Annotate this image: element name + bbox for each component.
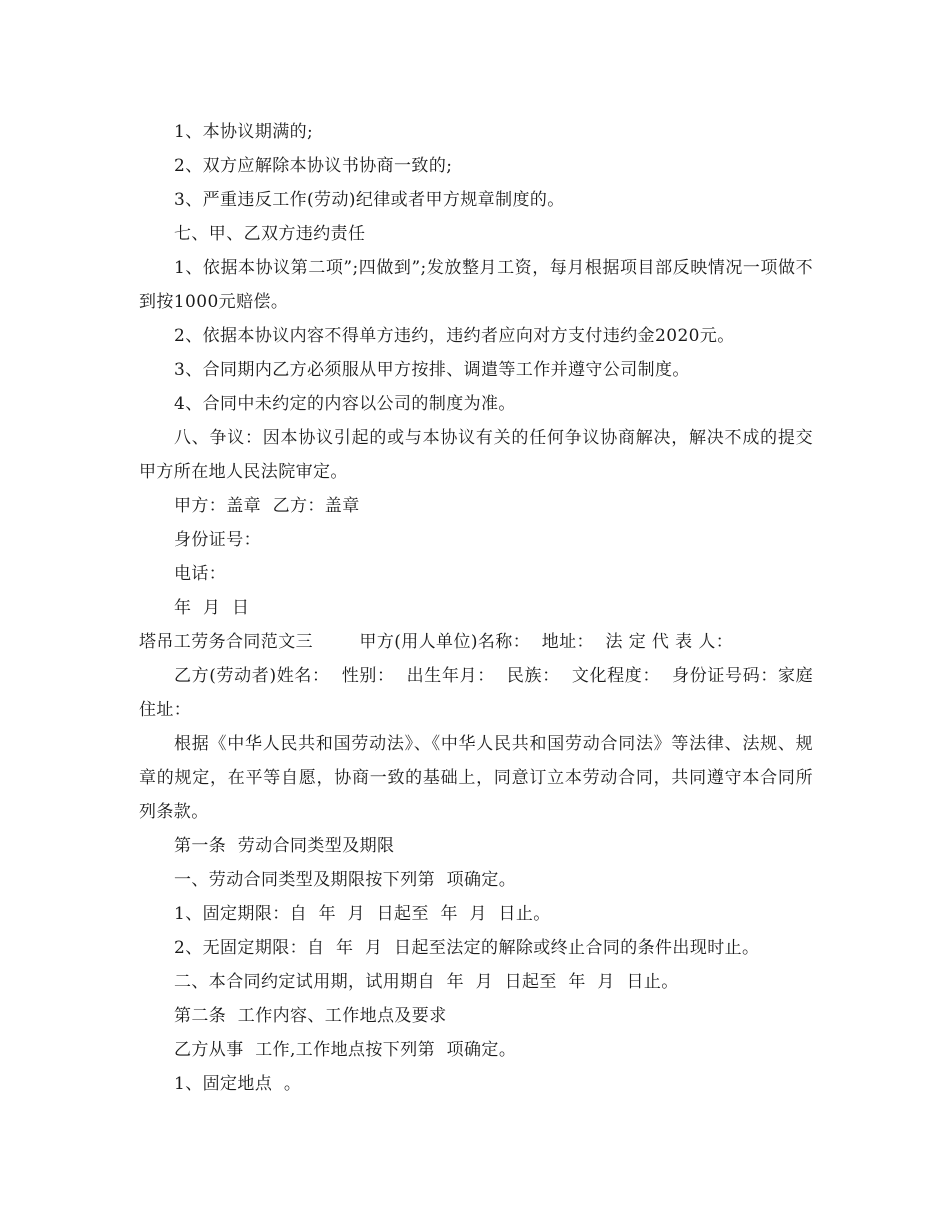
contract-three-header: 塔吊工劳务合同范文三 甲方(用人单位)名称： 地址： 法 定 代 表 人： [139,632,734,652]
signature-line: 甲方：盖章 乙方：盖章 [174,496,360,516]
article-one-probation: 二、本合同约定试用期，试用期自 年 月 日起至 年 月 日止。 [174,972,679,992]
article-one-fixed-term: 1、固定期限：自 年 月 日起至 年 月 日止。 [174,904,551,924]
clause-liability-penalty: 2、依据本协议内容不得单方违约，违约者应向对方支付违约金2020元。 [174,326,735,346]
document-page [139,115,813,1101]
article-two-work: 乙方从事 工作,工作地点按下列第 项确定。 [174,1040,517,1060]
section-dispute: 八、争议：因本协议引起的或与本协议有关的任何争议协商解决，解决不成的提交甲方所在地人民法院审定。 [139,428,813,482]
date-line: 年 月 日 [174,598,250,618]
article-one-item-type: 一、劳动合同类型及期限按下列第 项确定。 [174,870,517,890]
article-two-fixed-location: 1、固定地点 。 [174,1074,302,1094]
phone-line: 电话： [174,564,227,584]
article-two-heading: 第二条 工作内容、工作地点及要求 [174,1006,447,1026]
party-b-info: 乙方(劳动者)姓名： 性别： 出生年月： 民族： 文化程度： 身份证号码：家庭住址： [139,666,813,720]
clause-termination-expiry: 1、本协议期满的; [174,122,314,142]
section-heading-liability: 七、甲、乙双方违约责任 [174,224,366,244]
preamble: 根据《中华人民共和国劳动法》、《中华人民共和国劳动合同法》等法律、法规、规章的规定，在平等自愿，协商一致的基础上，同意订立本劳动合同，共同遵守本合同所列条款。 [139,734,813,822]
clause-termination-mutual: 2、双方应解除本协议书协商一致的; [174,156,453,176]
id-number-line: 身份证号： [174,530,261,550]
clause-termination-violation: 3、严重违反工作(劳动)纪律或者甲方规章制度的。 [174,190,565,210]
clause-liability-obedience: 3、合同期内乙方必须服从甲方按排、调遣等工作并遵守公司制度。 [174,360,690,380]
clause-liability-wages: 1、依据本协议第二项”;四做到”;发放整月工资，每月根据项目部反映情况一项做不到按1000元赔偿。 [139,258,813,312]
article-one-heading: 第一条 劳动合同类型及期限 [174,836,395,856]
article-one-open-term: 2、无固定期限：自 年 月 日起至法定的解除或终止合同的条件出现时止。 [174,938,760,958]
clause-liability-company-rules: 4、合同中未约定的内容以公司的制度为准。 [174,394,516,414]
